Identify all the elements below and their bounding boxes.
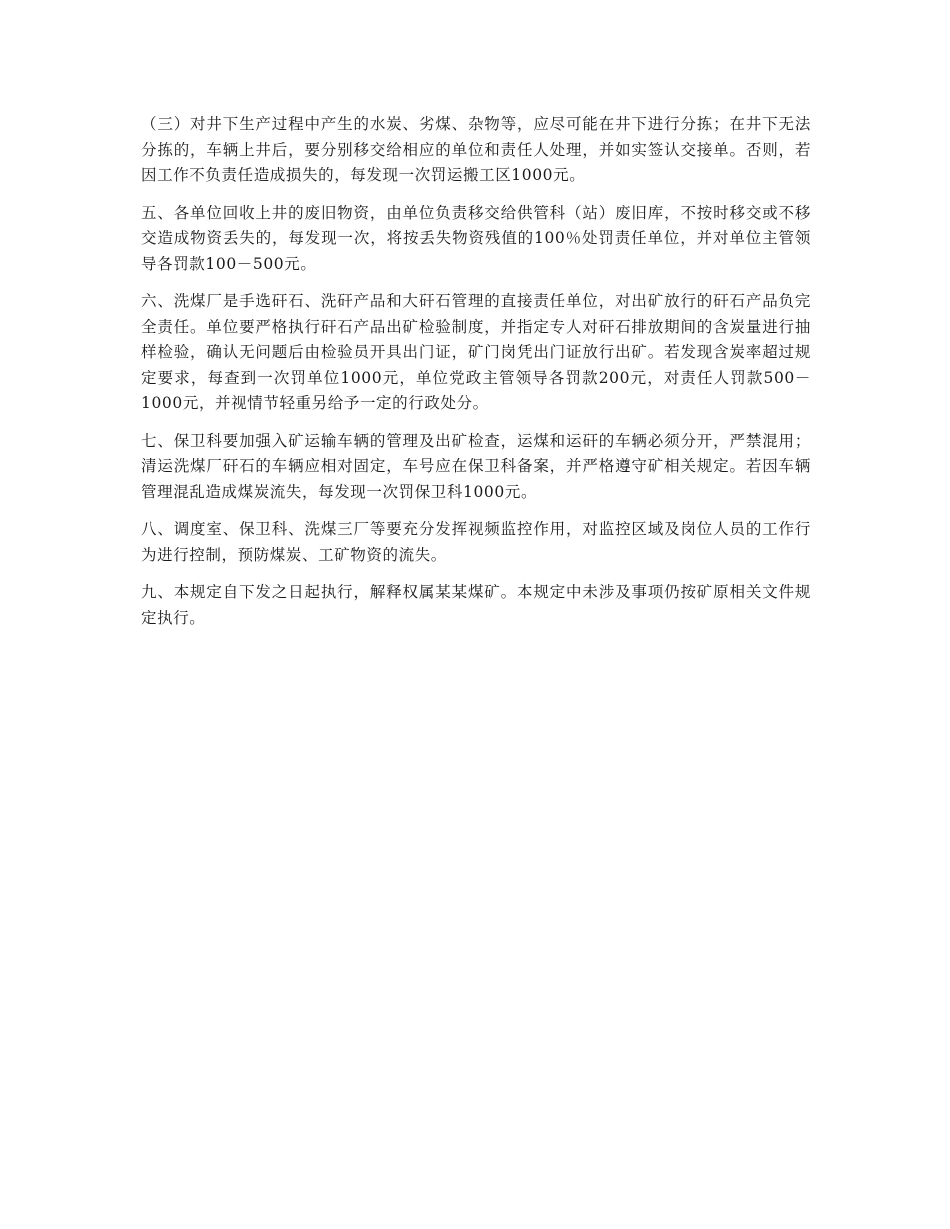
paragraph-six-coal-washing-plant: 六、洗煤厂是手选矸石、洗矸产品和大矸石管理的直接责任单位，对出矿放行的矸石产品负完全责任。单位要严格执行矸石产品出矿检验制度，并指定专人对矸石排放期间的含炭量进行抽样检验，确认无问题后由检验员开具出门证，矿门岗凭出门证放行出矿。若发现含炭率超过规定要求，每查到一次罚单位1000元，单位党政主管领导各罚款200元，对责任人罚款500－1000元，并视情节轻重另给予一定的行政处分。 — [141, 292, 811, 412]
paragraph-item-3-sorting: （三）对井下生产过程中产生的水炭、劣煤、杂物等，应尽可能在井下进行分拣；在井下无法分拣的，车辆上井后，要分别移交给相应的单位和责任人处理，并如实签认交接单。否则，若因工作不负责任造成损失的，每发现一次罚运搬工区1000元。 — [141, 115, 811, 184]
paragraph-seven-security-vehicles: 七、保卫科要加强入矿运输车辆的管理及出矿检查，运煤和运矸的车辆必须分开，严禁混用；清运洗煤厂矸石的车辆应相对固定，车号应在保卫科备案，并严格遵守矿相关规定。若因车辆管理混乱造成煤炭流失，每发现一次罚保卫科1000元。 — [141, 431, 811, 501]
document-body — [141, 112, 811, 643]
paragraph-eight-video-monitoring: 八、调度室、保卫科、洗煤三厂等要充分发挥视频监控作用，对监控区域及岗位人员的工作行为进行控制，预防煤炭、工矿物资的流失。 — [141, 520, 811, 564]
paragraph-five-scrap-materials: 五、各单位回收上井的废旧物资，由单位负责移交给供管科（站）废旧库，不按时移交或不移交造成物资丢失的，每发现一次，将按丢失物资残值的100％处罚责任单位，并对单位主管领导各罚款100－500元。 — [141, 203, 811, 273]
paragraph-nine-effective-date: 九、本规定自下发之日起执行，解释权属某某煤矿。本规定中未涉及事项仍按矿原相关文件规定执行。 — [141, 583, 811, 627]
